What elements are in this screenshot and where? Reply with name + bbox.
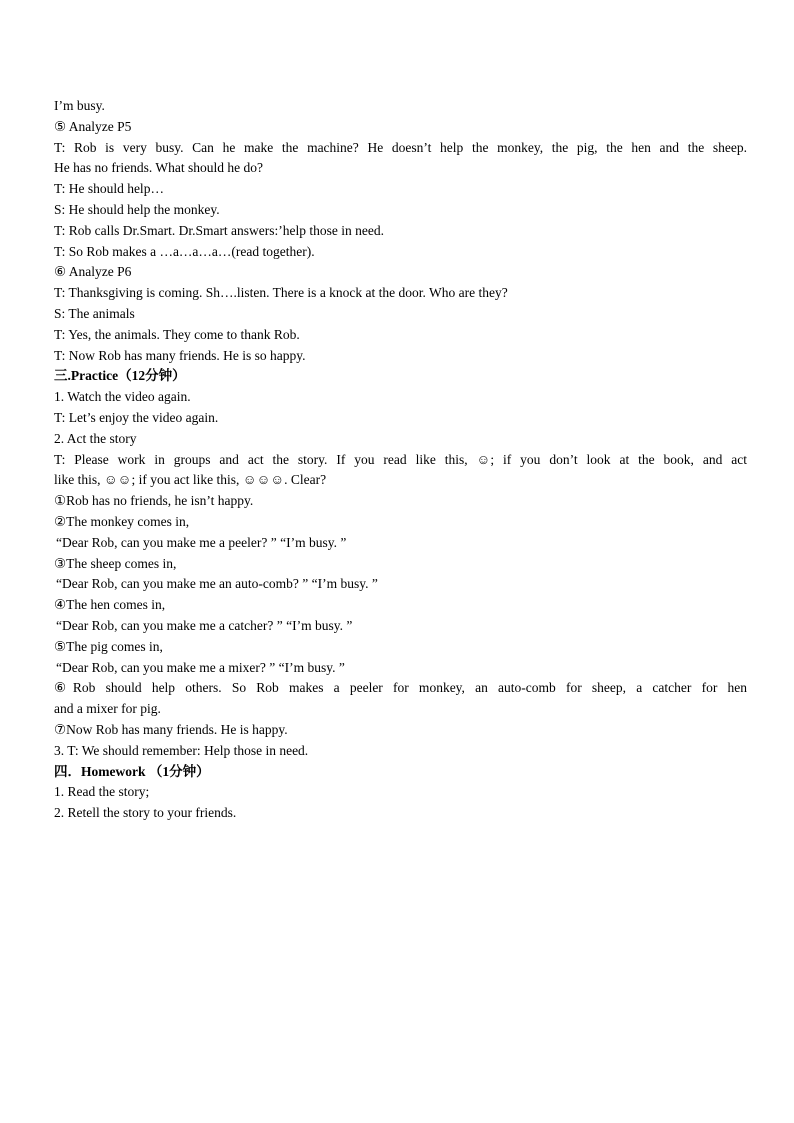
text-line: T: So Rob makes a …a…a…a…(read together).: [54, 243, 315, 259]
text-line: He has no friends. What should he do?: [54, 160, 263, 176]
list-item: ③The sheep comes in,: [54, 555, 177, 571]
text-line: T: He should help…: [54, 181, 164, 197]
dialogue-line: “Dear Rob, can you make me a mixer? ” “I’m busy. ”: [56, 659, 345, 675]
text-line: 3. T: We should remember: Help those in need.: [54, 742, 309, 758]
text-line: T: Rob calls Dr.Smart. Dr.Smart answers:’help those in need.: [54, 222, 385, 238]
text-line: T: Yes, the animals. They come to thank Rob.: [54, 326, 300, 342]
text-line: 2. Act the story: [54, 430, 137, 446]
document-page: [54, 96, 747, 824]
list-item: ⑥Rob should help others. So Rob makes a peeler for monkey, an auto-comb for sheep, a catcher for hen: [54, 680, 747, 696]
text-line: T: Rob is very busy. Can he make the machine? He doesn’t help the monkey, the pig, the hen and the sheep.: [54, 139, 747, 155]
step-heading: ⑤ Analyze P5: [54, 118, 132, 134]
list-item: 1. Read the story;: [54, 784, 150, 800]
text-line: and a mixer for pig.: [54, 701, 161, 717]
list-item: ①Rob has no friends, he isn’t happy.: [54, 493, 254, 509]
list-item: ④The hen comes in,: [54, 597, 166, 613]
step-heading: ⑥ Analyze P6: [54, 264, 132, 280]
text-line: S: He should help the monkey.: [54, 201, 220, 217]
text-line: T: Please work in groups and act the story. If you read like this, ☺; if you don’t look at the book, and act: [54, 451, 747, 467]
dialogue-line: “Dear Rob, can you make me an auto-comb? ” “I’m busy. ”: [56, 576, 378, 592]
text-line: I’m busy.: [54, 98, 105, 113]
text-line: S: The animals: [54, 305, 135, 321]
text-line: T: Thanksgiving is coming. Sh….listen. There is a knock at the door. Who are they?: [54, 285, 508, 301]
list-item: ⑦Now Rob has many friends. He is happy.: [54, 721, 288, 737]
dialogue-line: “Dear Rob, can you make me a peeler? ” “I’m busy. ”: [56, 534, 347, 550]
section-heading-homework: 四．Homework （1分钟）: [54, 763, 210, 779]
section-heading-practice: 三.Practice（12分钟）: [54, 368, 186, 384]
text-line: 1. Watch the video again.: [54, 389, 191, 405]
list-item: ⑤The pig comes in,: [54, 638, 163, 654]
text-line: like this, ☺☺; if you act like this, ☺☺☺. Clear?: [54, 472, 327, 488]
list-item: ②The monkey comes in,: [54, 513, 190, 529]
text-line: T: Let’s enjoy the video again.: [54, 409, 219, 425]
list-item: 2. Retell the story to your friends.: [54, 805, 237, 821]
text-line: T: Now Rob has many friends. He is so happy.: [54, 347, 306, 363]
dialogue-line: “Dear Rob, can you make me a catcher? ” “I’m busy. ”: [56, 617, 353, 633]
